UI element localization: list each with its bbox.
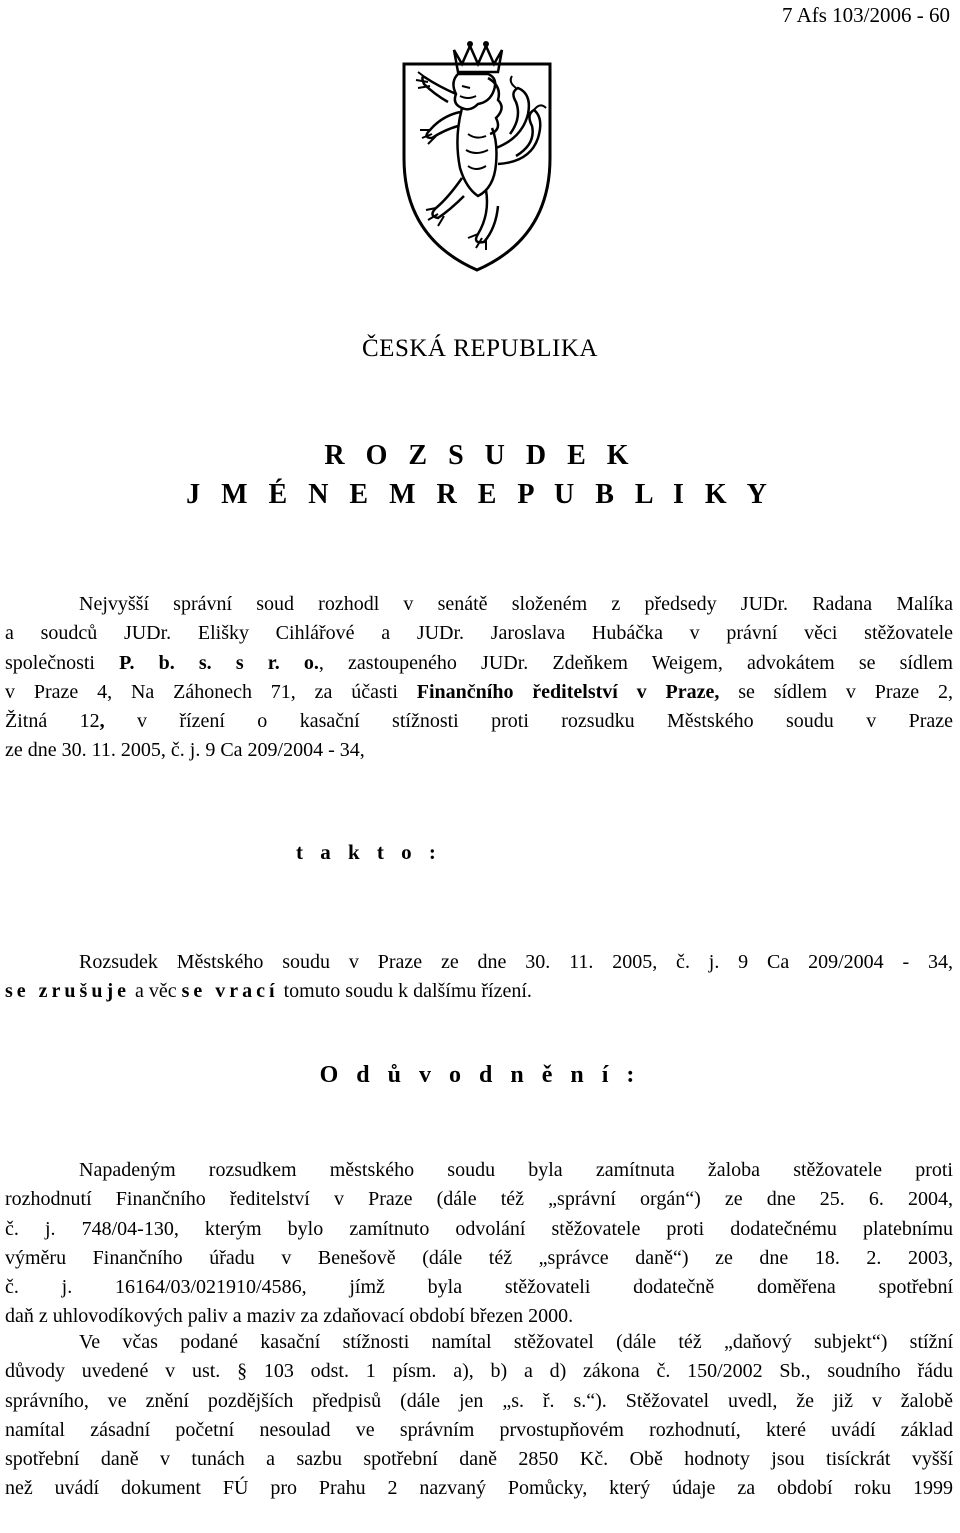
text-line: správního, ve znění pozdějších předpisů (dále jen „s. ř. s.“). Stěžovatel uvedl, že již v žalobě [5,1389,953,1412]
respondent-name: Finančního ředitelství v Praze, [416,680,720,703]
country-name: ČESKÁ REPUBLIKA [362,335,598,362]
text-line: č. j. 16164/03/021910/4586, jímž byla stěžovateli dodatečně doměřena spotřební [5,1276,953,1299]
text-line: Napadeným rozsudkem městského soudu byla zamítnuta žaloba stěžovatele proti [79,1159,953,1181]
document-title: R O Z S U D E K [324,440,636,471]
text-line: společnosti P. b. s. s r. o., zastoupeného JUDr. Zdeňkem Weigem, advokátem se sídlem [5,651,953,674]
text-line: ze dne 30. 11. 2005, č. j. 9 Ca 209/2004 - 34, [5,739,365,762]
text-line: Nejvyšší správní soud rozhodl v senátě složeném z předsedy JUDr. Radana Malíka [79,593,953,615]
reasoning-heading: O d ů v o d n ě n í : [319,1062,641,1088]
text-line: než uvádí dokument FÚ pro Prahu 2 nazvaný Pomůcky, který údaje za období roku 1999 [5,1477,953,1500]
document-subtitle: J M É N E M R E P U B L I K Y [186,479,774,510]
reasoning-paragraph-2 [5,1328,953,1504]
complainant-name: P. b. s. s r. o. [119,651,319,674]
text-line: důvody uvedené v ust. § 103 odst. 1 písm. a), b) a d) zákona č. 150/2002 Sb., soudního řádu [5,1360,953,1383]
operative-part [5,948,953,1007]
reasoning-paragraph-1 [5,1156,953,1332]
text-line: daň z uhlovodíkových paliv a maziv za zdaňovací období březen 2000. [5,1305,574,1328]
text-line: Ve včas podané kasační stížnosti namítal stěžovatel (dále též „daňový subjekt“) stížní [79,1331,953,1353]
text-line: Žitná 12, v řízení o kasační stížnosti proti rozsudku Městského soudu v Praze [5,710,953,733]
takto-heading: t a k t o : [296,840,442,864]
ruling-annulled: se zrušuje [5,980,130,1003]
text-line: namítal zásadní početní nesoulad ve správním prvostupňovém rozhodnutí, které uvádí základ [5,1418,953,1441]
text-line: č. j. 748/04-130, kterým bylo zamítnuto odvolání stěžovatele proti dodatečnému platebnímu [5,1217,953,1240]
text-line: Rozsudek Městského soudu v Praze ze dne 30. 11. 2005, č. j. 9 Ca 209/2004 - 34, [79,951,953,973]
ruling-returned: se vrací [181,980,279,1003]
case-reference: 7 Afs 103/2006 - 60 [782,3,950,27]
text-line: a soudců JUDr. Elišky Cihlářové a JUDr. Jaroslava Hubáčka v právní věci stěžovatele [5,622,953,645]
czech-lion-coat-of-arms-icon [398,38,556,274]
text-line: v Praze 4, Na Záhonech 71, za účasti Finančního ředitelství v Praze, se sídlem v Praze 2, [5,680,953,703]
text-line: spotřební daně v tunách a sazbu spotřební daně 2850 Kč. Obě hodnoty jsou tisíckrát vyšší [5,1448,953,1471]
text-line: rozhodnutí Finančního ředitelství v Praze (dále též „správní orgán“) ze dne 25. 6. 2004, [5,1188,953,1211]
text-line: se zrušuje a věc se vrací tomuto soudu k dalšímu řízení. [5,980,532,1003]
intro-paragraph [5,590,953,766]
text-line: výměru Finančního úřadu v Benešově (dále též „správce daně“) ze dne 18. 2. 2003, [5,1246,953,1269]
